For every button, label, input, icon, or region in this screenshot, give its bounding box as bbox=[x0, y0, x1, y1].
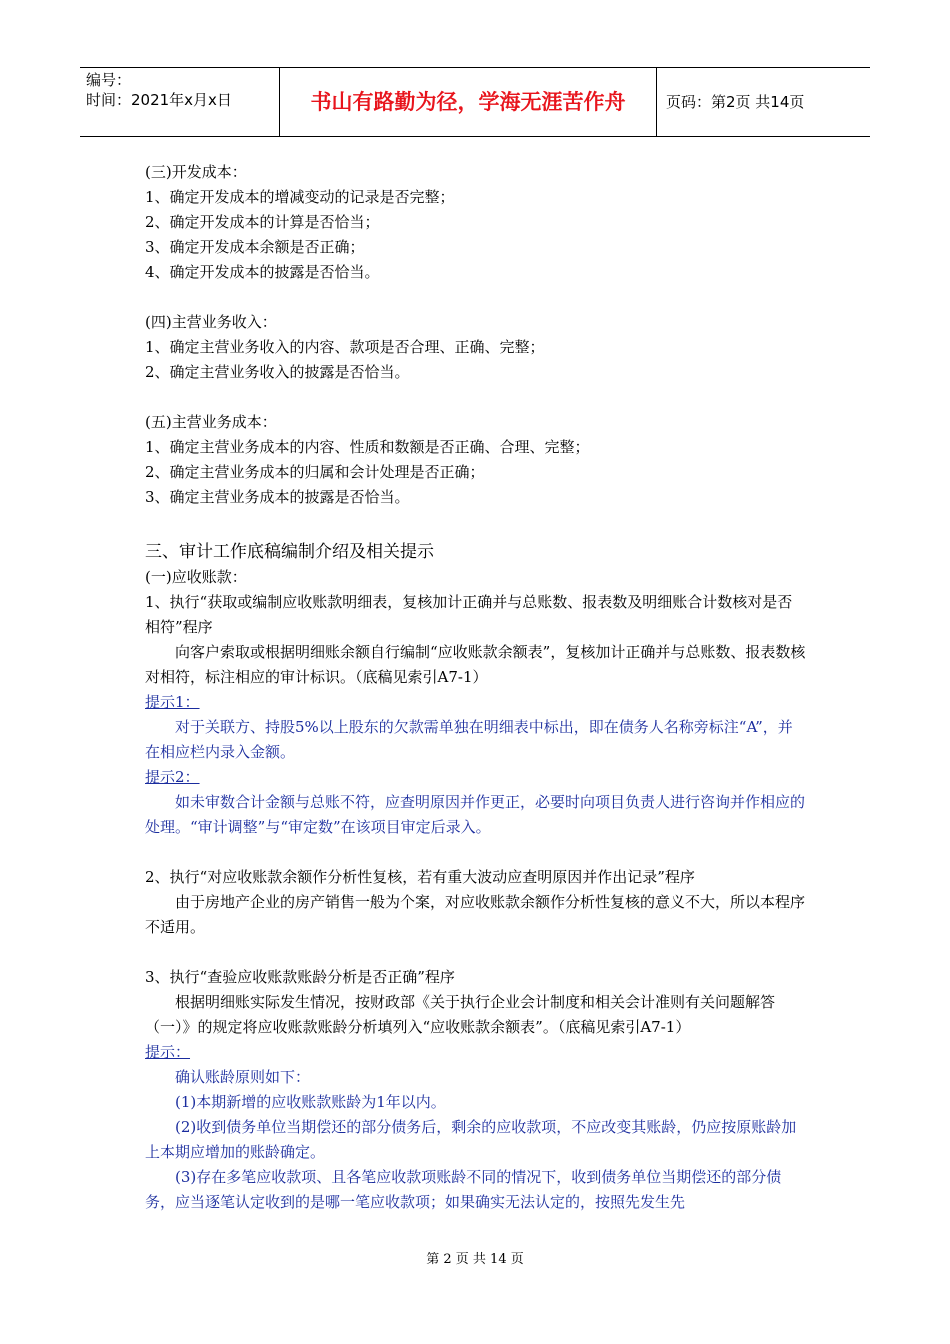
list-item: 2、确定主营业务收入的披露是否恰当。 bbox=[145, 363, 410, 381]
list-item: 4、确定开发成本的披露是否恰当。 bbox=[145, 263, 380, 281]
procedure-body: 根据明细账实际发生情况，按财政部《关于执行企业会计制度和相关会计准则有关问题解答（一）》的规定将应收账款账龄分析填列入“应收账款余额表”。（底稿见索引A7-1） bbox=[145, 993, 776, 1036]
tip-label: 提示2： bbox=[145, 768, 200, 786]
list-item: 3、确定开发成本余额是否正确； bbox=[145, 238, 365, 256]
number-label: 编号： bbox=[86, 71, 132, 89]
time-label: 时间：2021年x月x日 bbox=[86, 91, 232, 109]
list-item: 2、确定主营业务成本的归属和会计处理是否正确； bbox=[145, 463, 485, 481]
tip-item: (2)收到债务单位当期偿还的部分债务后，剩余的应收款项，不应改变其账龄，仍应按原账龄加上本期应增加的账龄确定。 bbox=[145, 1118, 797, 1161]
tip-body: 对于关联方、持股5%以上股东的欠款需单独在明细表中标出，即在债务人名称旁标注“A”，并在相应栏内录入金额。 bbox=[145, 718, 793, 761]
subsection-title: (一)应收账款： bbox=[145, 568, 247, 586]
procedure-title: 3、执行“查验应收账款账龄分析是否正确”程序 bbox=[145, 968, 455, 986]
procedure-body: 由于房地产企业的房产销售一般为个案，对应收账款余额作分析性复核的意义不大，所以本程序不适用。 bbox=[145, 893, 806, 936]
list-item: 1、确定开发成本的增减变动的记录是否完整； bbox=[145, 188, 455, 206]
section-title: (三)开发成本： bbox=[145, 163, 247, 181]
procedure-body: 向客户索取或根据明细账余额自行编制“应收账款余额表”，复核加计正确并与总账数、报表数核对相符，标注相应的审计标识。（底稿见索引A7-1） bbox=[145, 643, 806, 686]
section-title: (五)主营业务成本： bbox=[145, 413, 277, 431]
page-header bbox=[80, 67, 870, 137]
document-body bbox=[145, 160, 807, 1215]
header-page-info: 页码：第2页 共14页 bbox=[666, 93, 805, 111]
list-item: 1、确定主营业务成本的内容、性质和数额是否正确、合理、完整； bbox=[145, 438, 590, 456]
section-heading: 三、审计工作底稿编制介绍及相关提示 bbox=[145, 542, 434, 562]
header-motto: 书山有路勤为径，学海无涯苦作舟 bbox=[280, 68, 657, 136]
list-item: 1、确定主营业务收入的内容、款项是否合理、正确、完整； bbox=[145, 338, 545, 356]
tip-item: (1)本期新增的应收账款账龄为1年以内。 bbox=[175, 1093, 446, 1111]
procedure-title: 2、执行“对应收账款余额作分析性复核，若有重大波动应查明原因并作出记录”程序 bbox=[145, 868, 695, 886]
tip-label: 提示： bbox=[145, 1043, 191, 1061]
page-footer: 第 2 页 共 14 页 bbox=[426, 1252, 524, 1267]
tip-intro: 确认账龄原则如下： bbox=[175, 1068, 311, 1086]
tip-label: 提示1： bbox=[145, 693, 200, 711]
section-title: (四)主营业务收入： bbox=[145, 313, 277, 331]
header-meta bbox=[80, 68, 280, 136]
tip-body: 如未审数合计金额与总账不符，应查明原因并作更正，必要时向项目负责人进行咨询并作相应的处理。“审计调整”与“审定数”在该项目审定后录入。 bbox=[145, 793, 806, 836]
list-item: 3、确定主营业务成本的披露是否恰当。 bbox=[145, 488, 410, 506]
procedure-title: 1、执行“获取或编制应收账款明细表，复核加计正确并与总账数、报表数及明细账合计数核对是否相符”程序 bbox=[145, 593, 793, 636]
list-item: 2、确定开发成本的计算是否恰当； bbox=[145, 213, 380, 231]
tip-item: (3)存在多笔应收款项、且各笔应收款项账龄不同的情况下，收到债务单位当期偿还的部分债务，应当逐笔认定收到的是哪一笔应收款项；如果确实无法认定的，按照先发生先 bbox=[145, 1168, 782, 1211]
